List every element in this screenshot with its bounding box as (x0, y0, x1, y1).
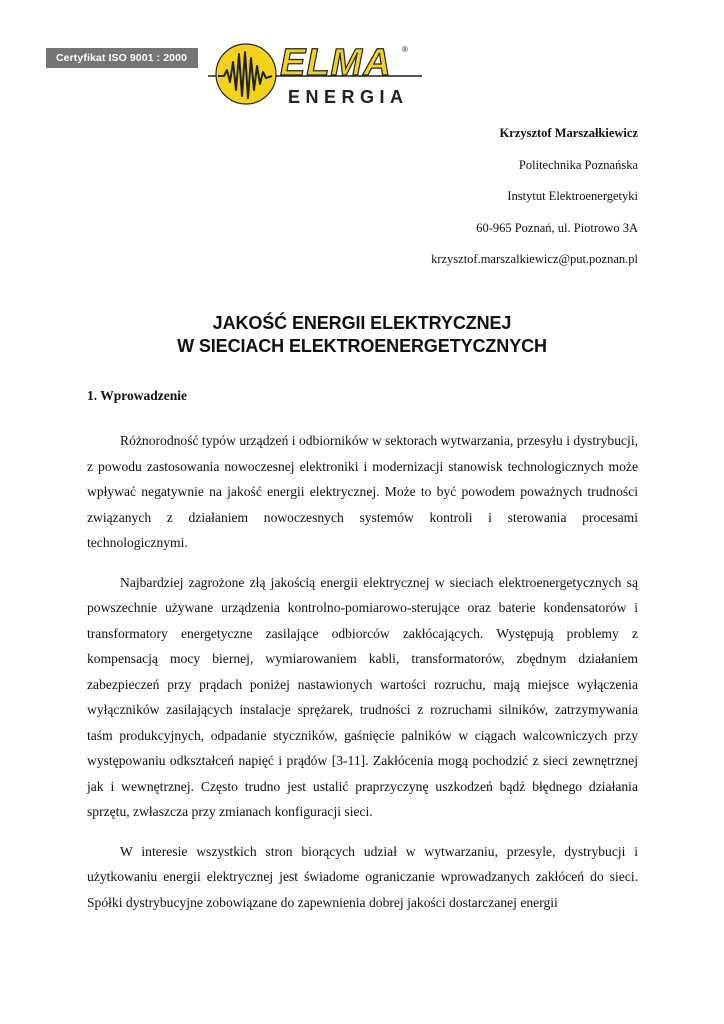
logo-sub-text: ENERGIA (288, 87, 409, 107)
body-text (87, 428, 638, 929)
logo-brand-text: ELMA (280, 42, 392, 84)
author-address: 60-965 Poznań, ul. Piotrowo 3A (476, 220, 638, 235)
iso-certificate-badge: Certyfikat ISO 9001 : 2000 (46, 48, 198, 68)
title-line-1: JAKOŚĆ ENERGII ELEKTRYCZNEJ (212, 313, 512, 333)
paragraph: Różnorodność typów urządzeń i odbiorników w sektorach wytwarzania, przesyłu i dystrybucji, z powodu zastosowania nowoczesnej elektroniki i modernizacji stanowisk technologicznych może wpływać negatywnie na jakość energii elektrycznej. Może to być powodem poważnych trudności związanych z działaniem nowoczesnych systemów kontroli i sterowania procesami technologicznymi. (87, 433, 638, 550)
author-email[interactable]: krzysztof.marszalkiewicz@put.poznan.pl (431, 252, 638, 266)
elma-energia-logo (206, 40, 426, 110)
author-university: Politechnika Poznańska (518, 157, 638, 172)
title-line-2: W SIECIACH ELEKTROENERGETYCZNYCH (177, 336, 547, 356)
section-heading: 1. Wprowadzenie (87, 388, 188, 403)
author-institute: Instytut Elektroenergetyki (507, 189, 638, 203)
author-name: Krzysztof Marszałkiewicz (499, 126, 638, 140)
paragraph: W interesie wszystkich stron biorących udział w wytwarzaniu, przesyle, dystrybucji i użytkowaniu energii elektrycznej jest świadome ograniczanie wprowadzanych zakłóceń do sieci. Spółki dystrybucyjne zobowiązane do zapewnienia dobrej jakości dostarczanej energii (87, 843, 638, 910)
logo-registered-mark: ® (402, 45, 408, 54)
author-block (431, 118, 638, 276)
paper-title (0, 312, 724, 358)
paragraph: Najbardziej zagrożone złą jakością energii elektrycznej w sieciach elektroenergetycznych są powszechnie używane urządzenia kontrolno-pomiarowo-sterujące oraz baterie kondensatorów i transformatory energetyczne zasilające odbiorców zakłócających. Występują problemy z kompensacją mocy biernej, wymiarowaniem kabli, transformatorów, zbędnym działaniem zabezpieczeń przy prądach poniżej nastawionych wartości rozruchu, mają miejsce wyłączenia wyłączników zasilających instalacje sprężarek, trudności z rozruchami silników, zatrzymywania taśm produkcyjnych, odpadanie styczników, gaśnięcie palników w ciągach walcowniczych przy występowaniu odkształceń napięć i prądów [3-11]. Zakłócenia mogą pochodzić z sieci zewnętrznej jak i wewnętrznej. Często trudno jest ustalić praprzyczynę uszkodzeń bądź błędnego działania sprzętu, zwłaszcza przy zmianach konfiguracji sieci. (87, 574, 638, 819)
